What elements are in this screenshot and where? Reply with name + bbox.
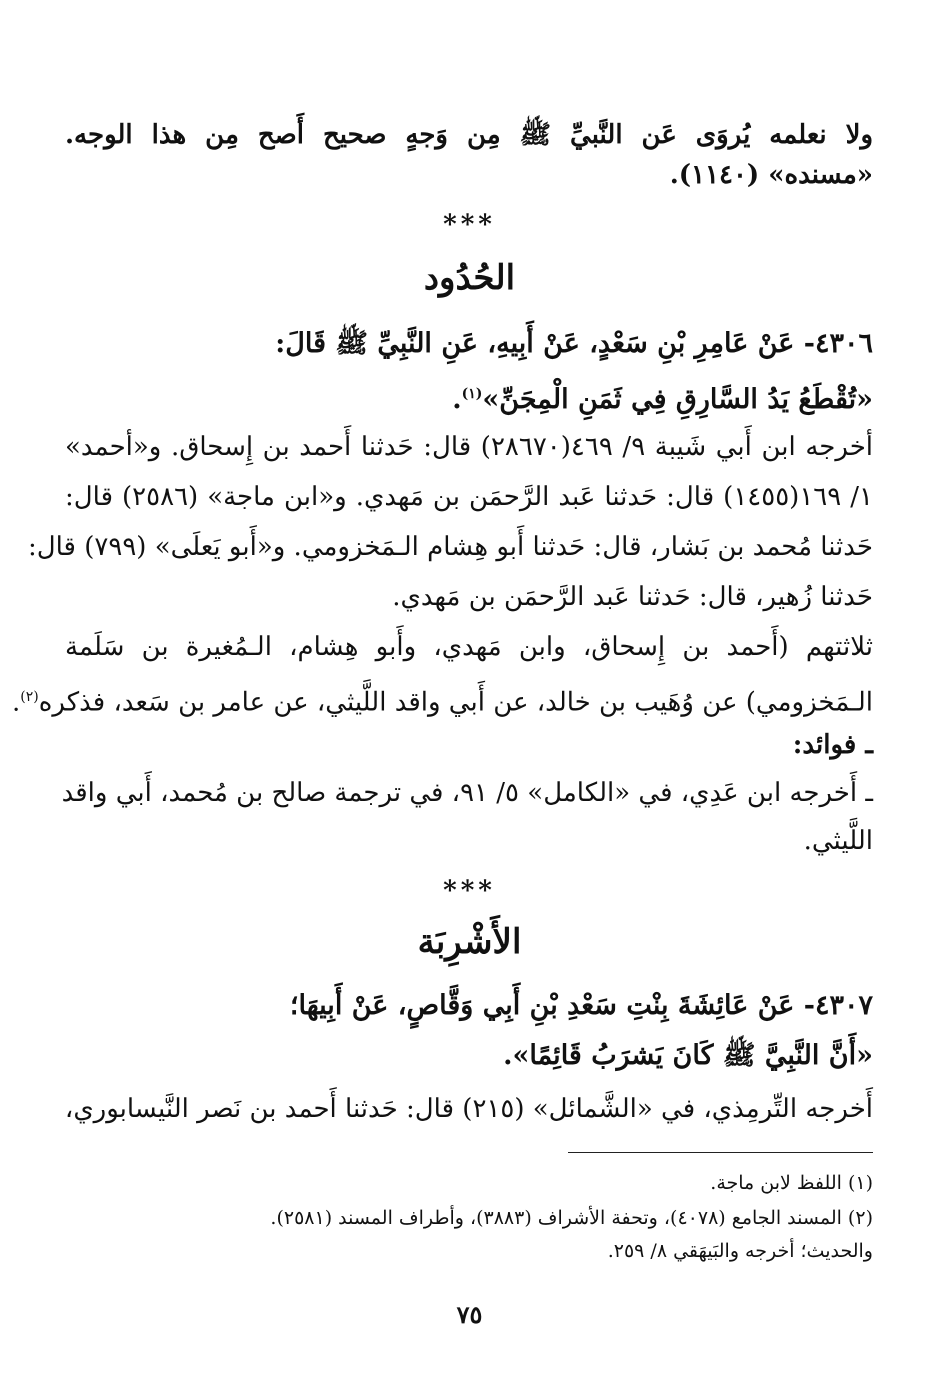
footnote-2-continuation: والحديث؛ أخرجه والبَيهَقي ٨/ ٢٥٩. [607, 1240, 873, 1262]
thalathatuhum-line-2 [12, 680, 873, 720]
footnote-1: (١) اللفظ لابن ماجة. [710, 1172, 873, 1194]
takhrij-line-2: ١/ ١٦٩(١٤٥٥) قال: حَدثنا عَبد الرَّحمَن بن مَهدي. و«ابن ماجة» (٢٥٨٦) قال: [65, 482, 873, 512]
hadith-4306-text: «تُقْطَعُ يَدُ السَّارِقِ فِي ثَمَنِ الْمِجَنِّ» [482, 384, 873, 415]
hadith-4306-text-line [103, 376, 873, 418]
top-source-line: «مسنده» (١١٤٠). [669, 160, 873, 190]
section-title-hudud: الحُدُود [423, 258, 516, 298]
top-text-line: ولا نعلمه يُروَى عَن النَّبيِّ ﷺ مِن وَجهٍ صحيح أَصح مِن هذا الوجه. [65, 120, 873, 150]
footnote-2: (٢) المسند الجامع (٤٠٧٨)، وتحفة الأشراف (٣٨٨٣)، وأطراف المسند (٢٥٨١). [270, 1207, 873, 1229]
takhrij-line-4: حَدثنا زُهير، قال: حَدثنا عَبد الرَّحمَن بن مَهدي. [392, 582, 873, 612]
fawaid-line-2: اللَّيثي. [803, 826, 873, 856]
page-number: ٧٥ [456, 1300, 483, 1329]
takhrij-line-3: حَدثنا مُحمد بن بَشار، قال: حَدثنا أَبو هِشام الـمَخزومي. و«أَبو يَعلَى» (٧٩٩) قال: [27, 532, 873, 562]
section-separator-stars: *** [443, 210, 496, 240]
section-separator-stars: *** [443, 876, 496, 906]
thalathatuhum-text: الـمَخزومي) عن وُهَيب بن خالد، عن أَبي واقد اللَّيثي، عن عامر بن سَعد، فذكره [38, 687, 873, 718]
takhrij-line-1: أخرجه ابن أَبي شَيبة ٩/ ٤٦٩(٢٨٦٧٠) قال: حَدثنا أَحمد بن إِسحاق. و«أحمد» [65, 432, 873, 462]
footnote-ref-2: (٢) [20, 689, 39, 705]
hadith-4306-end: . [452, 384, 462, 415]
fawaid-line-1: ـ أَخرجه ابن عَدِي، في «الكامل» ٥/ ٩١، في ترجمة صالح بن مُحمد، أَبي واقد [61, 778, 873, 808]
section-title-ashriba: الأَشْرِبَة [417, 922, 522, 962]
hadith-4306-narrator-line: ٤٣٠٦- عَنْ عَامِرِ بْنِ سَعْدٍ، عَنْ أَبِيهِ، عَنِ النَّبِيِّ ﷺ قَالَ: [275, 328, 873, 359]
thalathatuhum-end: . [12, 687, 21, 718]
thalathatuhum-line-1: ثلاثتهم (أَحمد بن إِسحاق، وابن مَهدي، وأَبو هِشام، الـمُغيرة بن سَلَمة [65, 632, 873, 662]
fawaid-label: ـ فوائد: [792, 730, 873, 760]
hadith-4307-text-line: «أَنَّ النَّبِيَّ ﷺ كَانَ يَشرَبُ قَائِمًا». [503, 1040, 873, 1071]
footnote-divider [568, 1152, 873, 1153]
footnote-ref-1: (١) [461, 386, 483, 402]
hadith-4307-narrator-line: ٤٣٠٧- عَنْ عَائِشَةَ بِنْتِ سَعْدِ بْنِ أَبِي وَقَّاصٍ، عَنْ أَبِيهَا؛ [289, 990, 873, 1021]
takhrij-4307-line-1: أَخرجه التِّرمِذي، في «الشَّمائل» (٢١٥) قال: حَدثنا أَحمد بن نَصر النَّيسابوري، [64, 1094, 873, 1124]
